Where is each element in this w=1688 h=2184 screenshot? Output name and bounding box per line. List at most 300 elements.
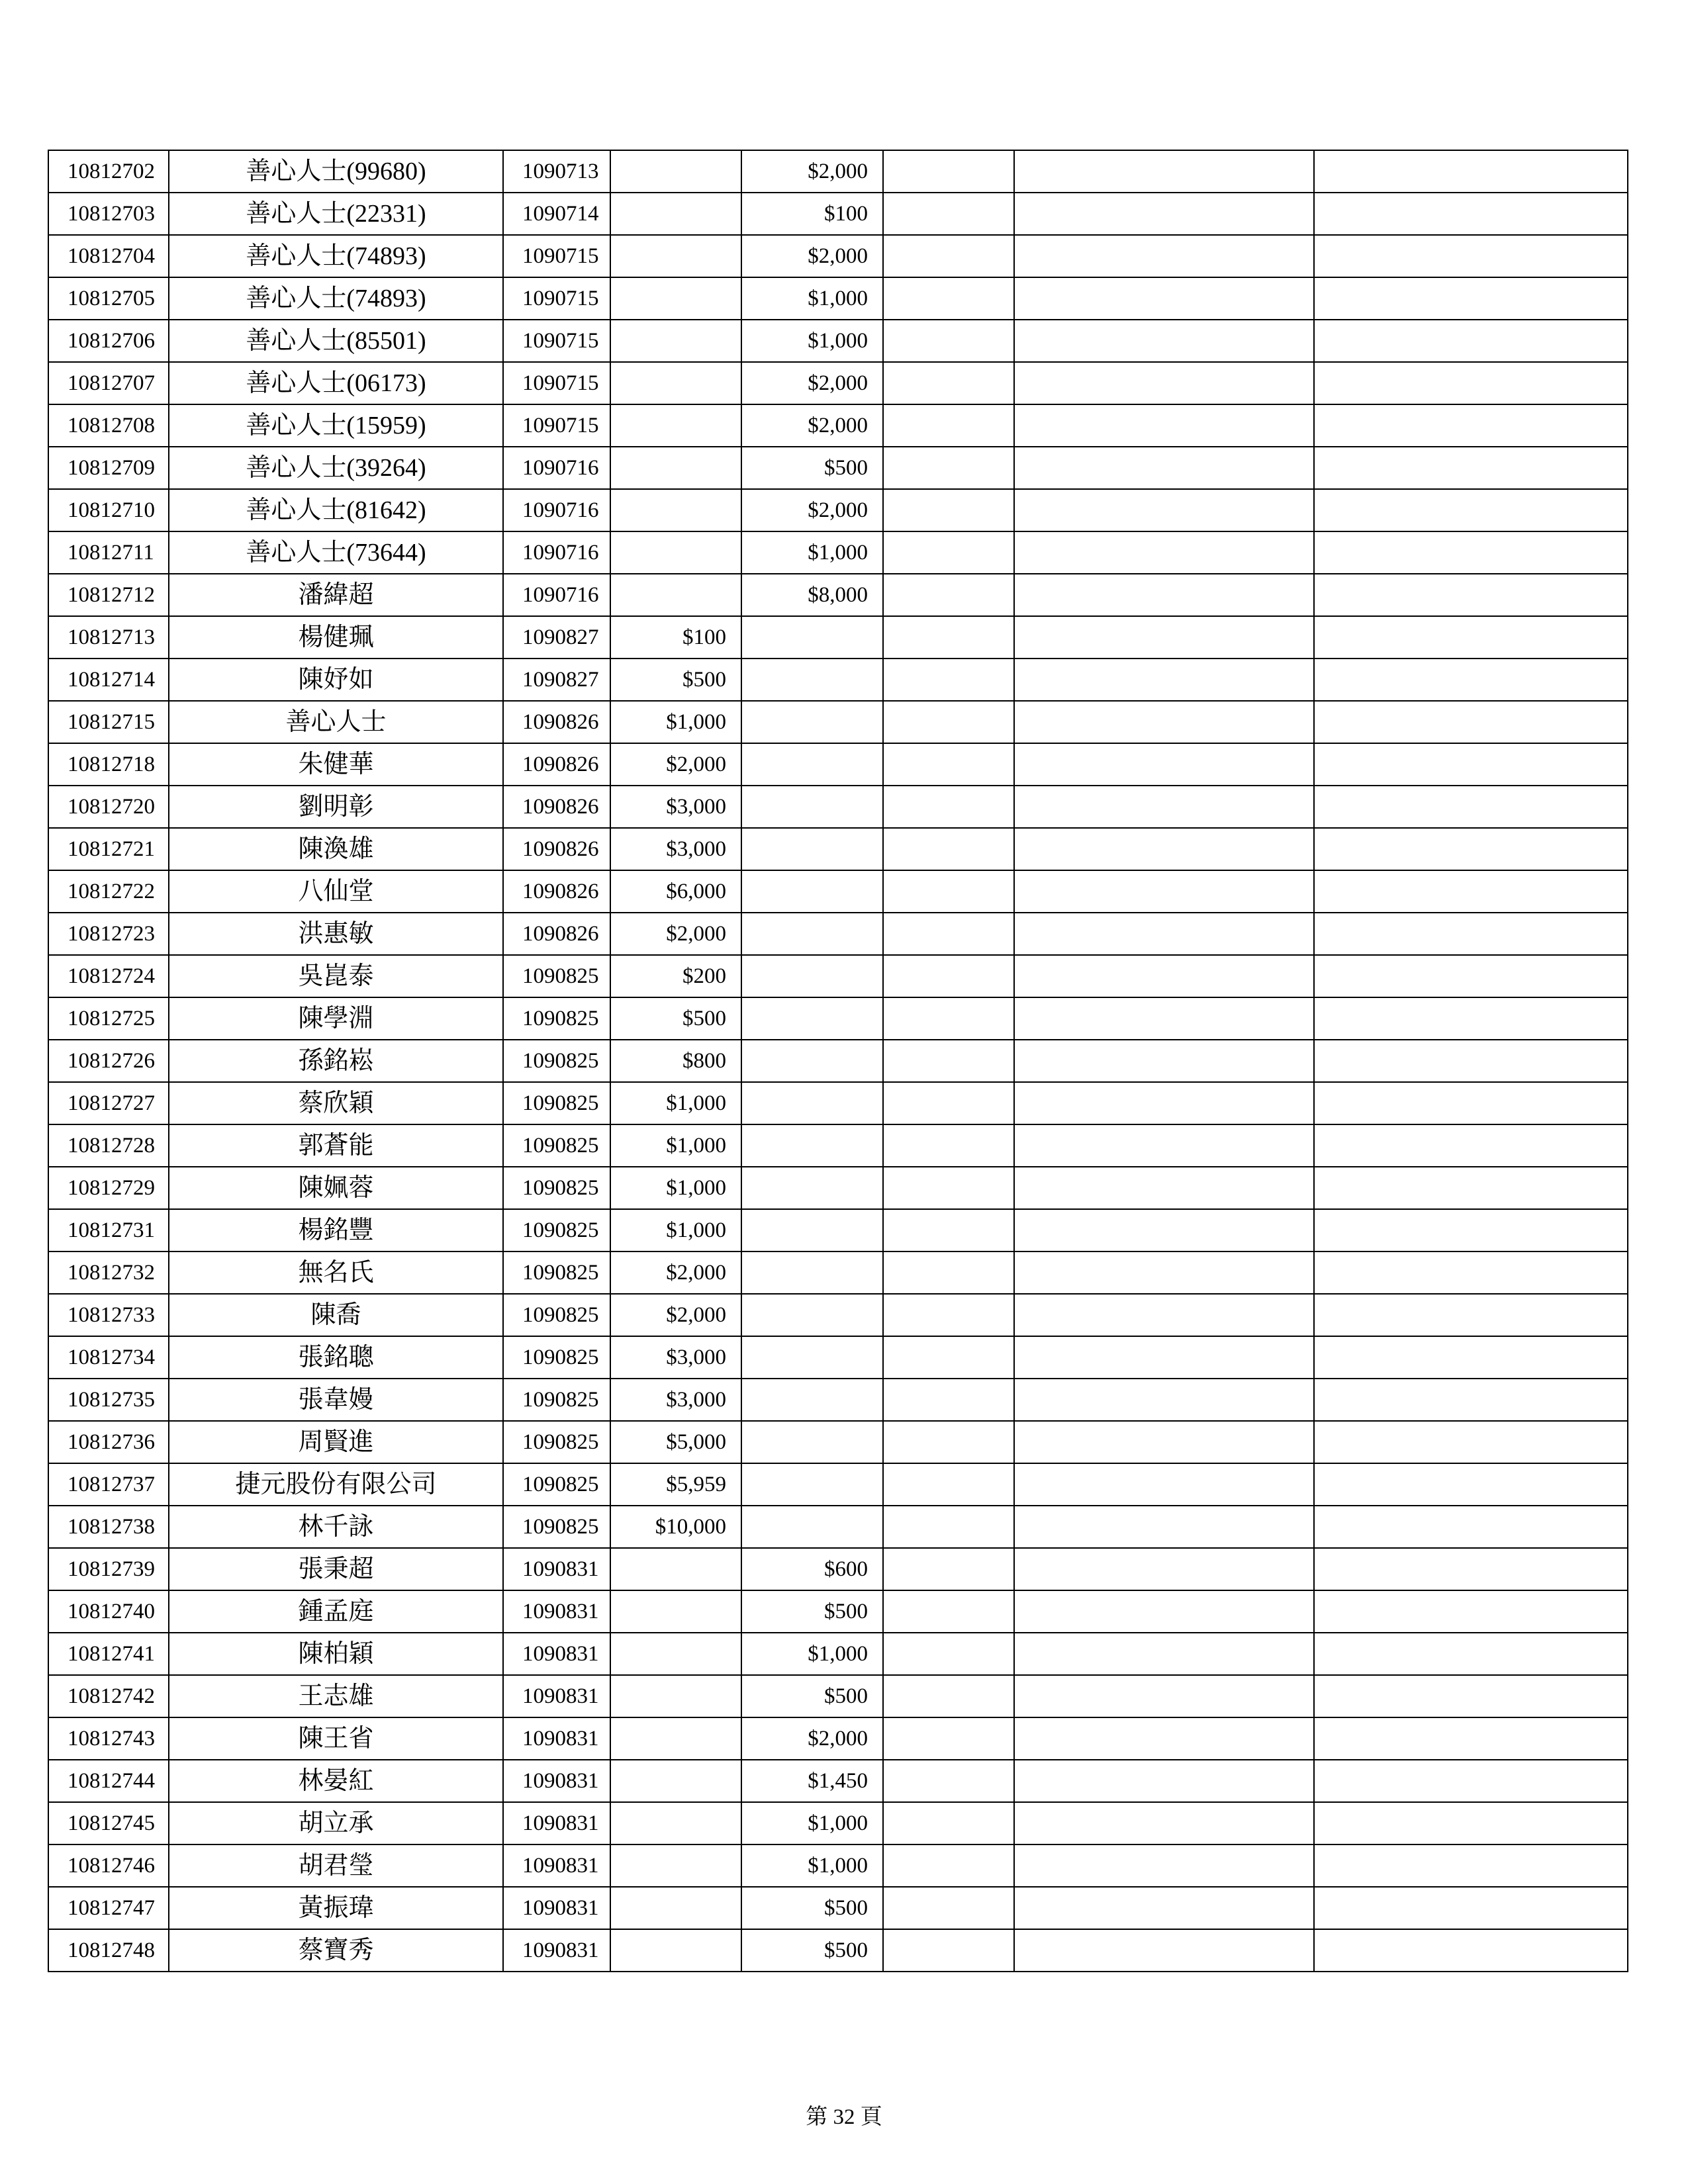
serial-number-cell: 10812706	[48, 320, 169, 362]
blank-cell	[1314, 743, 1628, 786]
donor-name-cell: 蔡寶秀	[169, 1929, 503, 1972]
blank-cell	[1314, 235, 1628, 277]
amount-cell-a: $500	[610, 659, 741, 701]
blank-cell	[1314, 1124, 1628, 1167]
blank-cell	[1314, 955, 1628, 997]
amount-cell-a	[610, 1590, 741, 1633]
amount-cell-a: $2,000	[610, 913, 741, 955]
date-cell: 1090831	[503, 1760, 610, 1802]
amount-cell-b: $1,000	[741, 320, 883, 362]
blank-cell	[1314, 997, 1628, 1040]
blank-cell	[883, 1463, 1014, 1506]
date-cell: 1090831	[503, 1675, 610, 1717]
blank-cell	[1014, 913, 1314, 955]
donor-name-cell: 張秉超	[169, 1548, 503, 1590]
blank-cell	[1314, 1929, 1628, 1972]
amount-cell-b: $500	[741, 1675, 883, 1717]
table-row	[48, 1251, 1628, 1294]
blank-cell	[1314, 193, 1628, 235]
amount-cell-b	[741, 1251, 883, 1294]
amount-cell-b	[741, 1336, 883, 1379]
donor-name-cell: 無名氏	[169, 1251, 503, 1294]
donor-name-cell: 善心人士(73644)	[169, 531, 503, 574]
table-row	[48, 1463, 1628, 1506]
amount-cell-a	[610, 150, 741, 193]
blank-cell	[1014, 616, 1314, 659]
donor-name-cell: 善心人士(99680)	[169, 150, 503, 193]
blank-cell	[883, 659, 1014, 701]
blank-cell	[1014, 447, 1314, 489]
amount-cell-a: $2,000	[610, 1251, 741, 1294]
blank-cell	[883, 447, 1014, 489]
blank-cell	[1014, 150, 1314, 193]
date-cell: 1090831	[503, 1844, 610, 1887]
blank-cell	[883, 1167, 1014, 1209]
serial-number-cell: 10812743	[48, 1717, 169, 1760]
blank-cell	[883, 404, 1014, 447]
amount-cell-a: $1,000	[610, 1167, 741, 1209]
blank-cell	[883, 701, 1014, 743]
blank-cell	[1314, 1633, 1628, 1675]
amount-cell-a: $1,000	[610, 1124, 741, 1167]
donor-name-cell: 陳姵蓉	[169, 1167, 503, 1209]
table-row	[48, 1548, 1628, 1590]
table-row	[48, 531, 1628, 574]
blank-cell	[883, 531, 1014, 574]
serial-number-cell: 10812734	[48, 1336, 169, 1379]
table-row	[48, 574, 1628, 616]
blank-cell	[883, 1887, 1014, 1929]
donor-name-cell: 楊銘豐	[169, 1209, 503, 1251]
blank-cell	[1014, 193, 1314, 235]
date-cell: 1090716	[503, 531, 610, 574]
date-cell: 1090825	[503, 1506, 610, 1548]
donor-name-cell: 潘緯超	[169, 574, 503, 616]
date-cell: 1090826	[503, 913, 610, 955]
amount-cell-b: $500	[741, 1590, 883, 1633]
amount-cell-b	[741, 1040, 883, 1082]
donor-name-cell: 郭蒼能	[169, 1124, 503, 1167]
date-cell: 1090715	[503, 277, 610, 320]
table-row	[48, 659, 1628, 701]
amount-cell-a: $3,000	[610, 1379, 741, 1421]
table-row	[48, 1379, 1628, 1421]
blank-cell	[1014, 1379, 1314, 1421]
serial-number-cell: 10812727	[48, 1082, 169, 1124]
serial-number-cell: 10812715	[48, 701, 169, 743]
amount-cell-b: $600	[741, 1548, 883, 1590]
table-row	[48, 743, 1628, 786]
amount-cell-b	[741, 1124, 883, 1167]
blank-cell	[1014, 1887, 1314, 1929]
date-cell: 1090825	[503, 1251, 610, 1294]
blank-cell	[1014, 1251, 1314, 1294]
blank-cell	[883, 150, 1014, 193]
table-row	[48, 1040, 1628, 1082]
table-row	[48, 1082, 1628, 1124]
date-cell: 1090715	[503, 235, 610, 277]
blank-cell	[1314, 1844, 1628, 1887]
donor-name-cell: 善心人士(39264)	[169, 447, 503, 489]
blank-cell	[883, 1590, 1014, 1633]
amount-cell-b	[741, 743, 883, 786]
amount-cell-b	[741, 828, 883, 870]
date-cell: 1090825	[503, 1421, 610, 1463]
blank-cell	[1314, 1463, 1628, 1506]
donor-name-cell: 陳柏穎	[169, 1633, 503, 1675]
amount-cell-a: $1,000	[610, 1082, 741, 1124]
serial-number-cell: 10812733	[48, 1294, 169, 1336]
amount-cell-a	[610, 277, 741, 320]
serial-number-cell: 10812731	[48, 1209, 169, 1251]
blank-cell	[1014, 1633, 1314, 1675]
table-row	[48, 1590, 1628, 1633]
serial-number-cell: 10812709	[48, 447, 169, 489]
donor-name-cell: 胡立承	[169, 1802, 503, 1844]
amount-cell-b: $1,000	[741, 1633, 883, 1675]
donor-name-cell: 吳崑泰	[169, 955, 503, 997]
table-row	[48, 1802, 1628, 1844]
blank-cell	[1314, 320, 1628, 362]
donor-name-cell: 林千詠	[169, 1506, 503, 1548]
blank-cell	[1014, 235, 1314, 277]
amount-cell-b: $1,000	[741, 1802, 883, 1844]
table-row	[48, 1421, 1628, 1463]
serial-number-cell: 10812745	[48, 1802, 169, 1844]
blank-cell	[1314, 1040, 1628, 1082]
blank-cell	[883, 235, 1014, 277]
blank-cell	[1314, 1717, 1628, 1760]
amount-cell-b: $2,000	[741, 235, 883, 277]
page-number: 第 32 頁	[806, 2105, 882, 2129]
blank-cell	[1314, 1760, 1628, 1802]
amount-cell-a	[610, 489, 741, 531]
blank-cell	[1014, 1209, 1314, 1251]
blank-cell	[1014, 1506, 1314, 1548]
blank-cell	[1014, 1675, 1314, 1717]
blank-cell	[883, 574, 1014, 616]
serial-number-cell: 10812705	[48, 277, 169, 320]
serial-number-cell: 10812714	[48, 659, 169, 701]
blank-cell	[1014, 1040, 1314, 1082]
donor-name-cell: 張銘聰	[169, 1336, 503, 1379]
amount-cell-b	[741, 659, 883, 701]
blank-cell	[1014, 1717, 1314, 1760]
donor-name-cell: 八仙堂	[169, 870, 503, 913]
serial-number-cell: 10812746	[48, 1844, 169, 1887]
date-cell: 1090825	[503, 1294, 610, 1336]
amount-cell-a	[610, 1802, 741, 1844]
blank-cell	[883, 320, 1014, 362]
blank-cell	[1014, 828, 1314, 870]
serial-number-cell: 10812725	[48, 997, 169, 1040]
blank-cell	[883, 1336, 1014, 1379]
amount-cell-a: $500	[610, 997, 741, 1040]
blank-cell	[883, 1209, 1014, 1251]
amount-cell-b: $1,000	[741, 277, 883, 320]
blank-cell	[883, 1717, 1014, 1760]
table-row	[48, 1887, 1628, 1929]
table-row	[48, 362, 1628, 404]
date-cell: 1090715	[503, 362, 610, 404]
amount-cell-b: $2,000	[741, 489, 883, 531]
blank-cell	[1014, 743, 1314, 786]
table-row	[48, 1717, 1628, 1760]
blank-cell	[1314, 659, 1628, 701]
amount-cell-a: $2,000	[610, 1294, 741, 1336]
table-row	[48, 1506, 1628, 1548]
amount-cell-a	[610, 1717, 741, 1760]
date-cell: 1090826	[503, 743, 610, 786]
donor-name-cell: 孫銘崧	[169, 1040, 503, 1082]
serial-number-cell: 10812748	[48, 1929, 169, 1972]
amount-cell-b	[741, 1294, 883, 1336]
date-cell: 1090825	[503, 1379, 610, 1421]
blank-cell	[1014, 955, 1314, 997]
blank-cell	[1314, 404, 1628, 447]
blank-cell	[1314, 1379, 1628, 1421]
blank-cell	[883, 1760, 1014, 1802]
blank-cell	[883, 1040, 1014, 1082]
serial-number-cell: 10812723	[48, 913, 169, 955]
blank-cell	[883, 1802, 1014, 1844]
amount-cell-a	[610, 1633, 741, 1675]
donor-name-cell: 善心人士(15959)	[169, 404, 503, 447]
serial-number-cell: 10812724	[48, 955, 169, 997]
blank-cell	[883, 786, 1014, 828]
table-row	[48, 786, 1628, 828]
blank-cell	[883, 1294, 1014, 1336]
amount-cell-a: $6,000	[610, 870, 741, 913]
table-row	[48, 404, 1628, 447]
donor-name-cell: 林晏紅	[169, 1760, 503, 1802]
serial-number-cell: 10812704	[48, 235, 169, 277]
blank-cell	[883, 1633, 1014, 1675]
blank-cell	[883, 997, 1014, 1040]
blank-cell	[1014, 1082, 1314, 1124]
amount-cell-b: $8,000	[741, 574, 883, 616]
serial-number-cell: 10812718	[48, 743, 169, 786]
donor-name-cell: 善心人士(22331)	[169, 193, 503, 235]
date-cell: 1090831	[503, 1633, 610, 1675]
amount-cell-b	[741, 1209, 883, 1251]
table-row	[48, 913, 1628, 955]
blank-cell	[1314, 489, 1628, 531]
table-row	[48, 1209, 1628, 1251]
blank-cell	[1314, 1887, 1628, 1929]
blank-cell	[1014, 1294, 1314, 1336]
blank-cell	[1014, 1124, 1314, 1167]
serial-number-cell: 10812747	[48, 1887, 169, 1929]
serial-number-cell: 10812737	[48, 1463, 169, 1506]
amount-cell-a: $10,000	[610, 1506, 741, 1548]
serial-number-cell: 10812712	[48, 574, 169, 616]
blank-cell	[1014, 1463, 1314, 1506]
date-cell: 1090831	[503, 1548, 610, 1590]
date-cell: 1090714	[503, 193, 610, 235]
blank-cell	[883, 1506, 1014, 1548]
serial-number-cell: 10812736	[48, 1421, 169, 1463]
blank-cell	[1014, 701, 1314, 743]
donor-name-cell: 善心人士(85501)	[169, 320, 503, 362]
table-row	[48, 828, 1628, 870]
donor-name-cell: 胡君瑩	[169, 1844, 503, 1887]
donor-name-cell: 善心人士(74893)	[169, 235, 503, 277]
blank-cell	[883, 1082, 1014, 1124]
blank-cell	[883, 193, 1014, 235]
blank-cell	[1314, 1082, 1628, 1124]
blank-cell	[883, 828, 1014, 870]
amount-cell-b: $2,000	[741, 404, 883, 447]
amount-cell-a	[610, 1844, 741, 1887]
blank-cell	[883, 1548, 1014, 1590]
donor-name-cell: 陳妤如	[169, 659, 503, 701]
blank-cell	[1314, 1209, 1628, 1251]
serial-number-cell: 10812735	[48, 1379, 169, 1421]
donor-name-cell: 楊健珮	[169, 616, 503, 659]
blank-cell	[883, 277, 1014, 320]
date-cell: 1090716	[503, 447, 610, 489]
amount-cell-b	[741, 616, 883, 659]
table-row	[48, 1760, 1628, 1802]
date-cell: 1090831	[503, 1717, 610, 1760]
blank-cell	[883, 1124, 1014, 1167]
donor-name-cell: 周賢進	[169, 1421, 503, 1463]
table-row	[48, 447, 1628, 489]
date-cell: 1090827	[503, 659, 610, 701]
date-cell: 1090825	[503, 1082, 610, 1124]
amount-cell-a: $100	[610, 616, 741, 659]
amount-cell-a	[610, 235, 741, 277]
blank-cell	[883, 913, 1014, 955]
amount-cell-a: $3,000	[610, 1336, 741, 1379]
blank-cell	[883, 1421, 1014, 1463]
date-cell: 1090826	[503, 786, 610, 828]
donor-name-cell: 蔡欣穎	[169, 1082, 503, 1124]
table-row	[48, 235, 1628, 277]
amount-cell-a	[610, 404, 741, 447]
blank-cell	[883, 362, 1014, 404]
date-cell: 1090831	[503, 1929, 610, 1972]
blank-cell	[883, 743, 1014, 786]
date-cell: 1090713	[503, 150, 610, 193]
table-row	[48, 997, 1628, 1040]
blank-cell	[1314, 1167, 1628, 1209]
serial-number-cell: 10812738	[48, 1506, 169, 1548]
serial-number-cell: 10812703	[48, 193, 169, 235]
amount-cell-a: $1,000	[610, 1209, 741, 1251]
blank-cell	[1014, 870, 1314, 913]
amount-cell-b	[741, 1463, 883, 1506]
amount-cell-a: $3,000	[610, 786, 741, 828]
donor-name-cell: 陳王省	[169, 1717, 503, 1760]
blank-cell	[1014, 1548, 1314, 1590]
amount-cell-b: $500	[741, 447, 883, 489]
blank-cell	[1014, 531, 1314, 574]
date-cell: 1090825	[503, 1167, 610, 1209]
serial-number-cell: 10812721	[48, 828, 169, 870]
blank-cell	[1314, 1251, 1628, 1294]
table-row	[48, 1929, 1628, 1972]
amount-cell-a	[610, 362, 741, 404]
blank-cell	[883, 1844, 1014, 1887]
blank-cell	[1314, 701, 1628, 743]
blank-cell	[883, 489, 1014, 531]
blank-cell	[1314, 1802, 1628, 1844]
serial-number-cell: 10812740	[48, 1590, 169, 1633]
amount-cell-b	[741, 1421, 883, 1463]
date-cell: 1090825	[503, 1124, 610, 1167]
serial-number-cell: 10812744	[48, 1760, 169, 1802]
date-cell: 1090825	[503, 997, 610, 1040]
donor-name-cell: 善心人士(06173)	[169, 362, 503, 404]
amount-cell-b: $2,000	[741, 150, 883, 193]
blank-cell	[1314, 150, 1628, 193]
blank-cell	[1014, 404, 1314, 447]
amount-cell-a: $5,000	[610, 1421, 741, 1463]
amount-cell-b: $100	[741, 193, 883, 235]
blank-cell	[1014, 997, 1314, 1040]
table-row	[48, 616, 1628, 659]
amount-cell-a: $1,000	[610, 701, 741, 743]
amount-cell-b	[741, 701, 883, 743]
donor-name-cell: 劉明彰	[169, 786, 503, 828]
amount-cell-a: $5,959	[610, 1463, 741, 1506]
amount-cell-b: $1,450	[741, 1760, 883, 1802]
date-cell: 1090827	[503, 616, 610, 659]
blank-cell	[883, 955, 1014, 997]
amount-cell-a	[610, 1675, 741, 1717]
blank-cell	[1014, 320, 1314, 362]
serial-number-cell: 10812739	[48, 1548, 169, 1590]
table-row	[48, 1633, 1628, 1675]
table-row	[48, 1675, 1628, 1717]
donor-name-cell: 陳渙雄	[169, 828, 503, 870]
serial-number-cell: 10812720	[48, 786, 169, 828]
blank-cell	[1314, 786, 1628, 828]
amount-cell-a: $2,000	[610, 743, 741, 786]
serial-number-cell: 10812741	[48, 1633, 169, 1675]
amount-cell-b	[741, 1506, 883, 1548]
table-row	[48, 489, 1628, 531]
amount-cell-a	[610, 1929, 741, 1972]
donor-name-cell: 鍾孟庭	[169, 1590, 503, 1633]
blank-cell	[1014, 1167, 1314, 1209]
blank-cell	[1314, 913, 1628, 955]
blank-cell	[1314, 1421, 1628, 1463]
blank-cell	[1014, 362, 1314, 404]
blank-cell	[1014, 1590, 1314, 1633]
blank-cell	[883, 870, 1014, 913]
amount-cell-a	[610, 320, 741, 362]
serial-number-cell: 10812710	[48, 489, 169, 531]
amount-cell-a: $3,000	[610, 828, 741, 870]
blank-cell	[1014, 1421, 1314, 1463]
table-row	[48, 277, 1628, 320]
donor-name-cell: 捷元股份有限公司	[169, 1463, 503, 1506]
blank-cell	[1314, 362, 1628, 404]
amount-cell-b: $1,000	[741, 531, 883, 574]
serial-number-cell: 10812728	[48, 1124, 169, 1167]
amount-cell-b	[741, 1167, 883, 1209]
serial-number-cell: 10812726	[48, 1040, 169, 1082]
blank-cell	[1014, 489, 1314, 531]
amount-cell-b: $500	[741, 1929, 883, 1972]
date-cell: 1090715	[503, 404, 610, 447]
blank-cell	[1314, 1590, 1628, 1633]
amount-cell-b	[741, 955, 883, 997]
donor-name-cell: 張韋嫚	[169, 1379, 503, 1421]
